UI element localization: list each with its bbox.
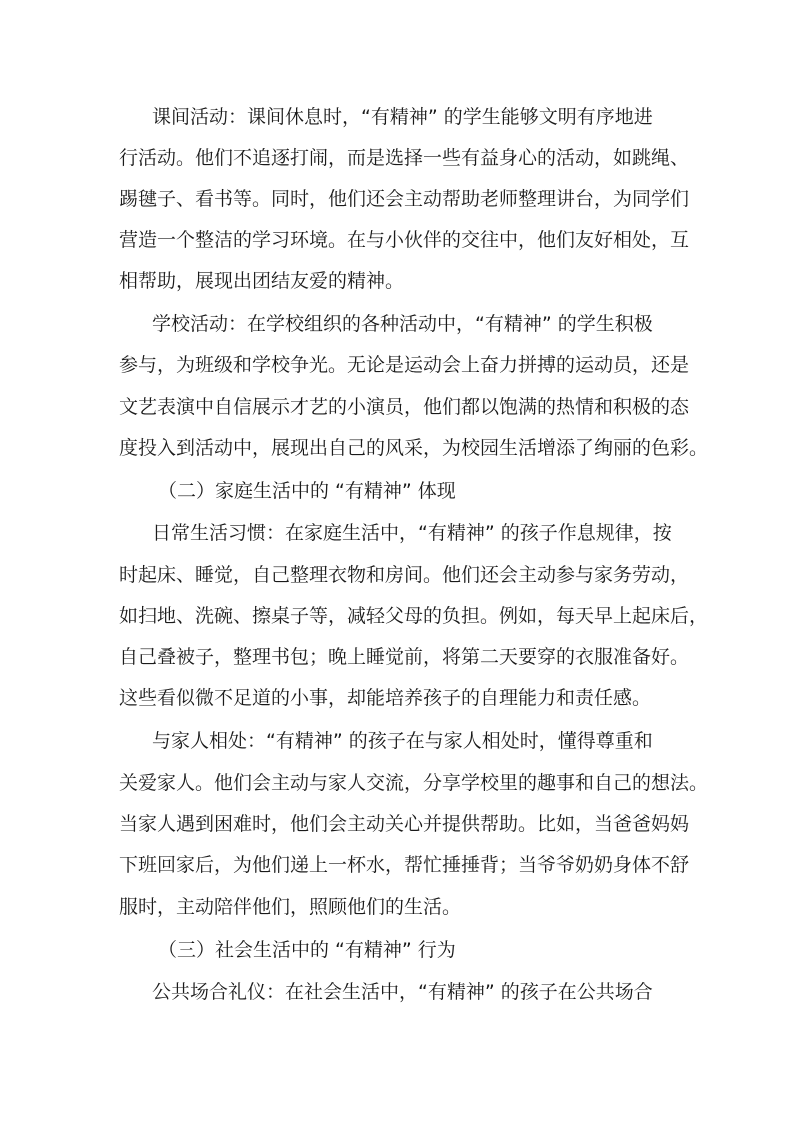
paragraph-1-line-2: 行活动。他们不追逐打闹，而是选择一些有益身心的活动，如跳绳、: [119, 147, 690, 169]
paragraph-5-line-1: 公共场合礼仪：在社会生活中，“有精神” 的孩子在公共场合: [152, 981, 653, 1003]
paragraph-3-line-3: 如扫地、洗碗、擦桌子等，减轻父母的负担。例如，每天早上起床后，: [119, 605, 709, 627]
paragraph-3-line-1: 日常生活习惯：在家庭生活中，“有精神” 的孩子作息规律，按: [152, 522, 672, 544]
paragraph-3-line-4: 自己叠被子，整理书包；晚上睡觉前，将第二天要穿的衣服准备好。: [119, 646, 690, 668]
paragraph-4-line-4: 下班回家后，为他们递上一杯水，帮忙捶捶背；当爷爷奶奶身体不舒: [119, 854, 690, 876]
section-heading-family: （二）家庭生活中的 “有精神” 体现: [158, 480, 456, 502]
paragraph-1-line-1: 课间活动：课间休息时，“有精神” 的学生能够文明有序地进: [152, 106, 653, 128]
paragraph-3-line-2: 时起床、睡觉，自己整理衣物和房间。他们还会主动参与家务劳动，: [119, 564, 690, 586]
paragraph-1-line-5: 相帮助，展现出团结友爱的精神。: [119, 270, 405, 292]
paragraph-2-line-4: 度投入到活动中，展现出自己的风采，为校园生活增添了绚丽的色彩。: [119, 437, 709, 459]
section-heading-society: （三）社会生活中的 “有精神” 行为: [158, 939, 456, 961]
paragraph-2-line-3: 文艺表演中自信展示才艺的小演员，他们都以饱满的热情和积极的态: [119, 396, 690, 418]
paragraph-4-line-3: 当家人遇到困难时，他们会主动关心并提供帮助。比如，当爸爸妈妈: [119, 813, 690, 835]
paragraph-3-line-5: 这些看似微不足道的小事，却能培养孩子的自理能力和责任感。: [119, 687, 652, 709]
paragraph-4-line-5: 服时，主动陪伴他们，照顾他们的生活。: [119, 896, 462, 918]
paragraph-1-line-4: 营造一个整洁的学习环境。在与小伙伴的交往中，他们友好相处，互: [119, 229, 690, 251]
paragraph-1-line-3: 踢毽子、看书等。同时，他们还会主动帮助老师整理讲台，为同学们: [119, 188, 690, 210]
paragraph-2-line-2: 参与，为班级和学校争光。无论是运动会上奋力拼搏的运动员，还是: [119, 354, 690, 376]
paragraph-4-line-2: 关爱家人。他们会主动与家人交流，分享学校里的趣事和自己的想法。: [119, 772, 709, 794]
paragraph-2-line-1: 学校活动：在学校组织的各种活动中，“有精神” 的学生积极: [152, 313, 653, 335]
paragraph-4-line-1: 与家人相处：“有精神” 的孩子在与家人相处时，懂得尊重和: [152, 730, 653, 752]
